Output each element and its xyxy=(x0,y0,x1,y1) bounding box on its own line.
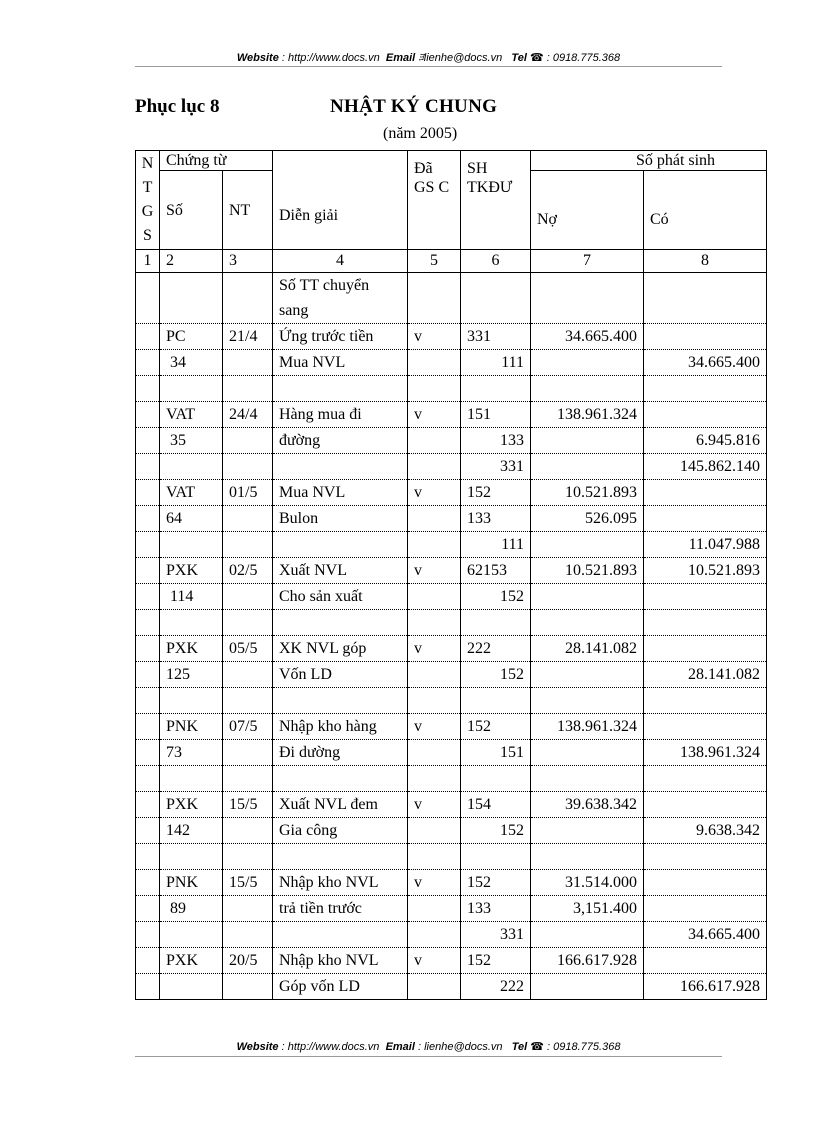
cell-chung-tu-so: PXK xyxy=(160,558,223,584)
header-ngs: N T G S xyxy=(136,151,160,250)
table-row xyxy=(136,818,767,844)
cell-chung-tu-so xyxy=(160,610,223,636)
table-row xyxy=(136,662,767,688)
table-row xyxy=(136,428,767,454)
cell-no: 28.141.082 xyxy=(531,636,644,662)
website-label: Website xyxy=(236,52,279,64)
cell-chung-tu-nt xyxy=(223,506,273,532)
cell-tk-doi-ung: 111 xyxy=(461,350,531,376)
header-dien-giai: Diễn giải xyxy=(273,151,408,250)
cell-da-gsc xyxy=(408,506,461,532)
cell-co xyxy=(644,896,767,922)
table-row xyxy=(136,376,767,402)
cell-co xyxy=(644,844,767,870)
cell-tk-doi-ung: 152 xyxy=(461,714,531,740)
cell-no: 138.961.324 xyxy=(531,714,644,740)
cell-tk-doi-ung: 331 xyxy=(461,922,531,948)
cell-dien-giai: XK NVL góp xyxy=(273,636,408,662)
cell-no: 526.095 xyxy=(531,506,644,532)
cell-chung-tu-nt xyxy=(223,922,273,948)
cell-tk-doi-ung: 152 xyxy=(461,818,531,844)
cell-no xyxy=(531,662,644,688)
cell-dien-giai: Đi dường xyxy=(273,740,408,766)
cell-ngs xyxy=(136,896,160,922)
header-chung-tu: Chứng từ xyxy=(160,151,273,171)
column-number: 4 xyxy=(273,250,408,273)
cell-tk-doi-ung: 111 xyxy=(461,532,531,558)
cell-no xyxy=(531,610,644,636)
cell-ngs xyxy=(136,273,160,324)
website-label: Website xyxy=(236,1041,279,1053)
cell-co xyxy=(644,688,767,714)
cell-tk-doi-ung: 331 xyxy=(461,454,531,480)
column-number: 7 xyxy=(531,250,644,273)
cell-ngs xyxy=(136,818,160,844)
cell-chung-tu-nt: 02/5 xyxy=(223,558,273,584)
cell-chung-tu-so: 89 xyxy=(160,896,223,922)
table-row xyxy=(136,480,767,506)
cell-no xyxy=(531,766,644,792)
cell-tk-doi-ung: 133 xyxy=(461,428,531,454)
cell-ngs xyxy=(136,506,160,532)
cell-co xyxy=(644,402,767,428)
cell-dien-giai: Xuất NVL xyxy=(273,558,408,584)
cell-dien-giai: Nhập kho NVL xyxy=(273,870,408,896)
table-row xyxy=(136,896,767,922)
cell-co: 138.961.324 xyxy=(644,740,767,766)
tel-label: Tel xyxy=(511,52,527,64)
cell-da-gsc xyxy=(408,766,461,792)
cell-chung-tu-so xyxy=(160,922,223,948)
cell-tk-doi-ung xyxy=(461,273,531,324)
website-url[interactable]: : http://www.docs.vn xyxy=(281,1041,380,1053)
cell-tk-doi-ung: 151 xyxy=(461,402,531,428)
cell-ngs xyxy=(136,584,160,610)
cell-da-gsc xyxy=(408,350,461,376)
cell-tk-doi-ung: 152 xyxy=(461,584,531,610)
table-row xyxy=(136,454,767,480)
cell-no xyxy=(531,273,644,324)
table-row xyxy=(136,350,767,376)
cell-dien-giai xyxy=(273,532,408,558)
cell-chung-tu-nt: 15/5 xyxy=(223,792,273,818)
table-row xyxy=(136,610,767,636)
page-title: NHẬT KÝ CHUNG xyxy=(330,96,498,117)
cell-ngs xyxy=(136,558,160,584)
cell-chung-tu-so: 34 xyxy=(160,350,223,376)
cell-chung-tu-nt xyxy=(223,818,273,844)
cell-ngs xyxy=(136,688,160,714)
cell-chung-tu-so: 35 xyxy=(160,428,223,454)
cell-da-gsc: v xyxy=(408,948,461,974)
cell-dien-giai xyxy=(273,454,408,480)
website-url[interactable]: : http://www.docs.vn xyxy=(281,52,380,64)
cell-no xyxy=(531,844,644,870)
cell-chung-tu-nt xyxy=(223,273,273,324)
cell-dien-giai xyxy=(273,922,408,948)
cell-ngs xyxy=(136,948,160,974)
cell-da-gsc xyxy=(408,584,461,610)
cell-co xyxy=(644,792,767,818)
cell-tk-doi-ung: 152 xyxy=(461,480,531,506)
cell-chung-tu-so: PNK xyxy=(160,870,223,896)
cell-dien-giai xyxy=(273,688,408,714)
cell-tk-doi-ung: 154 xyxy=(461,792,531,818)
cell-chung-tu-so xyxy=(160,974,223,1000)
table-row xyxy=(136,636,767,662)
cell-chung-tu-nt xyxy=(223,584,273,610)
cell-da-gsc xyxy=(408,922,461,948)
cell-dien-giai: Mua NVL xyxy=(273,480,408,506)
cell-no: 10.521.893 xyxy=(531,480,644,506)
cell-tk-doi-ung: 133 xyxy=(461,896,531,922)
cell-da-gsc: v xyxy=(408,480,461,506)
column-number: 5 xyxy=(408,250,461,273)
table-row xyxy=(136,584,767,610)
table-row xyxy=(136,714,767,740)
phone-icon: ☎ xyxy=(529,52,544,64)
cell-tk-doi-ung: 133 xyxy=(461,506,531,532)
cell-chung-tu-nt xyxy=(223,766,273,792)
cell-dien-giai xyxy=(273,766,408,792)
cell-no xyxy=(531,428,644,454)
table-row xyxy=(136,922,767,948)
tel-number: : 0918.775.368 xyxy=(547,1041,621,1053)
cell-da-gsc: v xyxy=(408,402,461,428)
cell-chung-tu-nt: 21/4 xyxy=(223,324,273,350)
cell-chung-tu-so xyxy=(160,844,223,870)
header-no: Nợ xyxy=(531,171,644,250)
table-row xyxy=(136,273,767,324)
cell-dien-giai: Mua NVL xyxy=(273,350,408,376)
cell-da-gsc: v xyxy=(408,324,461,350)
cell-da-gsc: v xyxy=(408,558,461,584)
cell-dien-giai xyxy=(273,376,408,402)
cell-co xyxy=(644,766,767,792)
cell-da-gsc xyxy=(408,532,461,558)
cell-chung-tu-nt xyxy=(223,610,273,636)
cell-dien-giai: trả tiền trước xyxy=(273,896,408,922)
table-row xyxy=(136,506,767,532)
column-number: 2 xyxy=(160,250,223,273)
cell-co xyxy=(644,376,767,402)
cell-co xyxy=(644,870,767,896)
table-row xyxy=(136,844,767,870)
cell-chung-tu-nt xyxy=(223,454,273,480)
cell-da-gsc xyxy=(408,818,461,844)
cell-no xyxy=(531,350,644,376)
cell-no: 10.521.893 xyxy=(531,558,644,584)
cell-chung-tu-nt xyxy=(223,688,273,714)
cell-da-gsc xyxy=(408,896,461,922)
cell-chung-tu-nt xyxy=(223,844,273,870)
cell-no: 31.514.000 xyxy=(531,870,644,896)
cell-ngs xyxy=(136,844,160,870)
cell-no: 3,151.400 xyxy=(531,896,644,922)
cell-tk-doi-ung xyxy=(461,610,531,636)
table-row xyxy=(136,532,767,558)
cell-chung-tu-nt: 24/4 xyxy=(223,402,273,428)
cell-dien-giai: Xuất NVL đem xyxy=(273,792,408,818)
cell-chung-tu-so xyxy=(160,273,223,324)
cell-chung-tu-nt xyxy=(223,740,273,766)
cell-da-gsc xyxy=(408,688,461,714)
cell-ngs xyxy=(136,740,160,766)
table-row xyxy=(136,792,767,818)
cell-no xyxy=(531,454,644,480)
cell-ngs xyxy=(136,922,160,948)
cell-no xyxy=(531,974,644,1000)
cell-dien-giai: Gia công xyxy=(273,818,408,844)
column-number-row xyxy=(136,250,767,273)
cell-dien-giai xyxy=(273,610,408,636)
cell-chung-tu-so: PC xyxy=(160,324,223,350)
cell-chung-tu-nt: 15/5 xyxy=(223,870,273,896)
cell-no xyxy=(531,740,644,766)
cell-da-gsc xyxy=(408,610,461,636)
cell-chung-tu-so xyxy=(160,766,223,792)
cell-co xyxy=(644,610,767,636)
cell-dien-giai: Nhập kho hàng xyxy=(273,714,408,740)
table-row xyxy=(136,974,767,1000)
page-subtitle: (năm 2005) xyxy=(383,125,458,142)
table-row xyxy=(136,688,767,714)
cell-ngs xyxy=(136,532,160,558)
table-row xyxy=(136,558,767,584)
cell-dien-giai: Cho sản xuất xyxy=(273,584,408,610)
cell-tk-doi-ung xyxy=(461,376,531,402)
cell-chung-tu-nt xyxy=(223,662,273,688)
cell-co xyxy=(644,480,767,506)
cell-chung-tu-so: PNK xyxy=(160,714,223,740)
cell-dien-giai: Nhập kho NVL xyxy=(273,948,408,974)
cell-chung-tu-so: VAT xyxy=(160,480,223,506)
cell-da-gsc xyxy=(408,454,461,480)
table-row xyxy=(136,766,767,792)
cell-ngs xyxy=(136,662,160,688)
cell-dien-giai: đường xyxy=(273,428,408,454)
cell-co: 9.638.342 xyxy=(644,818,767,844)
cell-no: 34.665.400 xyxy=(531,324,644,350)
cell-no: 39.638.342 xyxy=(531,792,644,818)
cell-chung-tu-nt: 20/5 xyxy=(223,948,273,974)
cell-tk-doi-ung: 152 xyxy=(461,870,531,896)
cell-chung-tu-nt xyxy=(223,896,273,922)
table-row xyxy=(136,948,767,974)
cell-tk-doi-ung xyxy=(461,688,531,714)
email-label: Email xyxy=(385,52,416,64)
cell-co xyxy=(644,324,767,350)
cell-chung-tu-so: 125 xyxy=(160,662,223,688)
cell-chung-tu-so: VAT xyxy=(160,402,223,428)
cell-no xyxy=(531,818,644,844)
cell-dien-giai xyxy=(273,844,408,870)
table-row xyxy=(136,324,767,350)
email-label: Email xyxy=(385,1041,415,1053)
header-divider xyxy=(135,66,722,67)
cell-ngs xyxy=(136,714,160,740)
footer-divider xyxy=(135,1056,722,1057)
page-footer xyxy=(135,1040,722,1053)
cell-co: 166.617.928 xyxy=(644,974,767,1000)
header-nt: NT xyxy=(223,171,273,250)
column-number: 1 xyxy=(136,250,160,273)
cell-tk-doi-ung: 62153 xyxy=(461,558,531,584)
cell-dien-giai: Số TT chuyển sang xyxy=(273,273,408,324)
cell-tk-doi-ung: 152 xyxy=(461,948,531,974)
cell-ngs xyxy=(136,636,160,662)
cell-ngs xyxy=(136,376,160,402)
cell-co xyxy=(644,636,767,662)
cell-ngs xyxy=(136,610,160,636)
cell-co xyxy=(644,714,767,740)
table-row xyxy=(136,740,767,766)
page-header xyxy=(135,49,722,65)
tel-label: Tel xyxy=(511,1041,528,1053)
cell-co: 28.141.082 xyxy=(644,662,767,688)
header-co: Có xyxy=(644,171,767,250)
cell-co xyxy=(644,584,767,610)
cell-da-gsc xyxy=(408,376,461,402)
cell-tk-doi-ung: 222 xyxy=(461,636,531,662)
cell-tk-doi-ung xyxy=(461,844,531,870)
tel-number: : 0918.775.368 xyxy=(546,52,621,64)
cell-no xyxy=(531,376,644,402)
cell-da-gsc xyxy=(408,844,461,870)
cell-tk-doi-ung: 222 xyxy=(461,974,531,1000)
cell-co xyxy=(644,948,767,974)
email-address[interactable]: ﾖlienhe@docs.vn xyxy=(418,52,503,64)
cell-chung-tu-so: 114 xyxy=(160,584,223,610)
cell-chung-tu-so: 64 xyxy=(160,506,223,532)
cell-dien-giai: Góp vốn LD xyxy=(273,974,408,1000)
cell-no xyxy=(531,532,644,558)
appendix-label: Phục lục 8 xyxy=(135,96,220,117)
cell-da-gsc: v xyxy=(408,636,461,662)
column-number: 6 xyxy=(461,250,531,273)
cell-dien-giai: Ứng trước tiền xyxy=(273,324,408,350)
cell-da-gsc xyxy=(408,740,461,766)
cell-co: 11.047.988 xyxy=(644,532,767,558)
header-so-phat-sinh: Số phát sinh xyxy=(531,151,767,171)
cell-chung-tu-so xyxy=(160,454,223,480)
cell-no xyxy=(531,688,644,714)
cell-dien-giai: Hàng mua đi xyxy=(273,402,408,428)
cell-chung-tu-so: PXK xyxy=(160,636,223,662)
cell-tk-doi-ung xyxy=(461,766,531,792)
cell-chung-tu-so xyxy=(160,688,223,714)
cell-da-gsc: v xyxy=(408,714,461,740)
cell-ngs xyxy=(136,428,160,454)
cell-co: 34.665.400 xyxy=(644,350,767,376)
header-so: Số xyxy=(160,171,223,250)
cell-no: 166.617.928 xyxy=(531,948,644,974)
cell-chung-tu-nt xyxy=(223,350,273,376)
cell-tk-doi-ung: 331 xyxy=(461,324,531,350)
cell-chung-tu-nt xyxy=(223,376,273,402)
cell-chung-tu-so xyxy=(160,532,223,558)
cell-ngs xyxy=(136,480,160,506)
cell-chung-tu-nt xyxy=(223,532,273,558)
cell-tk-doi-ung: 151 xyxy=(461,740,531,766)
cell-ngs xyxy=(136,870,160,896)
cell-co: 10.521.893 xyxy=(644,558,767,584)
cell-chung-tu-nt: 07/5 xyxy=(223,714,273,740)
cell-da-gsc xyxy=(408,428,461,454)
cell-chung-tu-so: 73 xyxy=(160,740,223,766)
cell-no: 138.961.324 xyxy=(531,402,644,428)
journal-table xyxy=(135,150,767,1000)
cell-chung-tu-so: PXK xyxy=(160,948,223,974)
email-address[interactable]: : lienhe@docs.vn xyxy=(417,1041,503,1053)
cell-dien-giai: Bulon xyxy=(273,506,408,532)
header-sh-tkdu: SH TKĐƯ xyxy=(461,151,531,250)
column-number: 3 xyxy=(223,250,273,273)
phone-icon: ☎ xyxy=(530,1041,544,1053)
cell-ngs xyxy=(136,454,160,480)
header-da-gsc: Đã GS C xyxy=(408,151,461,250)
cell-ngs xyxy=(136,974,160,1000)
cell-ngs xyxy=(136,350,160,376)
table-row xyxy=(136,402,767,428)
cell-chung-tu-so: 142 xyxy=(160,818,223,844)
cell-co: 6.945.816 xyxy=(644,428,767,454)
table-row xyxy=(136,870,767,896)
cell-da-gsc: v xyxy=(408,870,461,896)
cell-co xyxy=(644,273,767,324)
cell-da-gsc: v xyxy=(408,792,461,818)
cell-chung-tu-nt: 01/5 xyxy=(223,480,273,506)
column-number: 8 xyxy=(644,250,767,273)
cell-chung-tu-nt xyxy=(223,428,273,454)
cell-ngs xyxy=(136,766,160,792)
cell-no xyxy=(531,922,644,948)
cell-dien-giai: Vốn LD xyxy=(273,662,408,688)
cell-chung-tu-nt: 05/5 xyxy=(223,636,273,662)
cell-da-gsc xyxy=(408,662,461,688)
cell-no xyxy=(531,584,644,610)
cell-da-gsc xyxy=(408,974,461,1000)
cell-co xyxy=(644,506,767,532)
cell-ngs xyxy=(136,402,160,428)
cell-tk-doi-ung: 152 xyxy=(461,662,531,688)
cell-co: 34.665.400 xyxy=(644,922,767,948)
cell-ngs xyxy=(136,792,160,818)
cell-chung-tu-so: PXK xyxy=(160,792,223,818)
cell-chung-tu-nt xyxy=(223,974,273,1000)
cell-da-gsc xyxy=(408,273,461,324)
cell-chung-tu-so xyxy=(160,376,223,402)
cell-co: 145.862.140 xyxy=(644,454,767,480)
cell-ngs xyxy=(136,324,160,350)
